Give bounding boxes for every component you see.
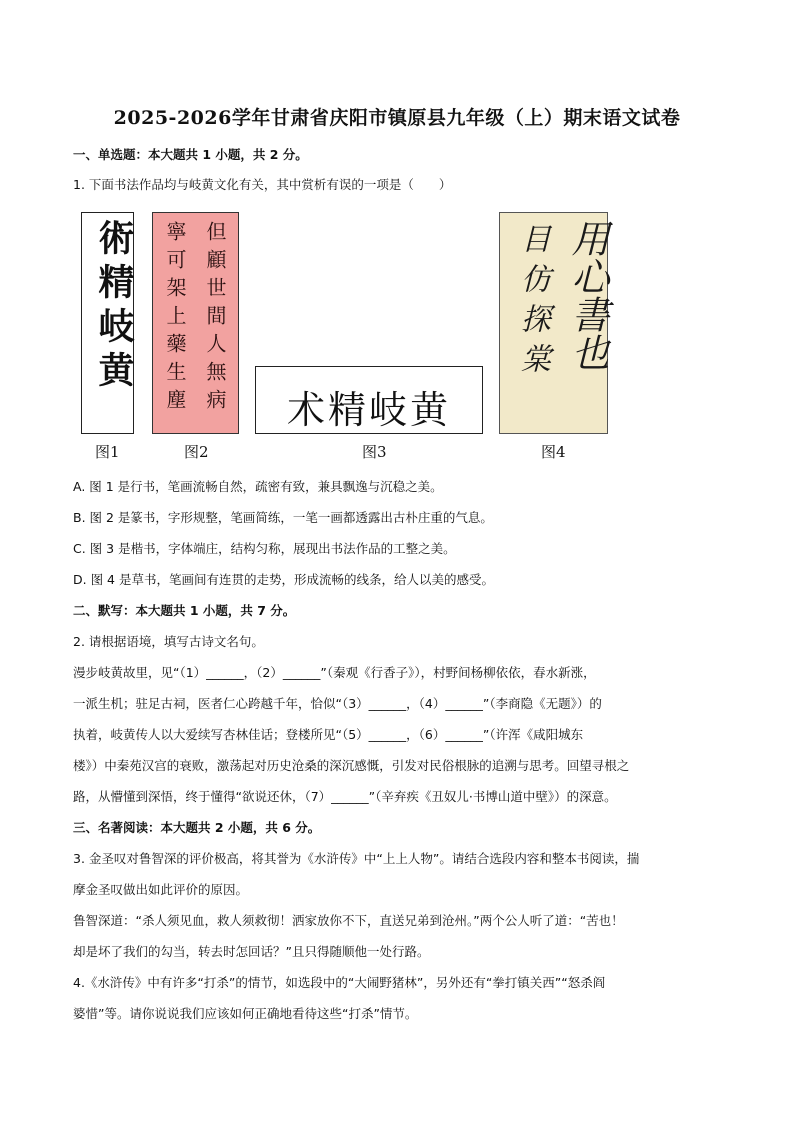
q1-option-c: C. 图 3 是楷书，字体端庄，结构匀称，展现出书法作品的工整之美。: [73, 541, 456, 556]
calligraphy-figure-2: [152, 212, 239, 434]
q2-passage-line: 楼》）中秦苑汉宫的衰败，激荡起对历史沧桑的深沉感慨，引发对民俗根脉的追溯与思考。回望寻根之: [73, 758, 630, 773]
figure-1-text: 術精岐黄: [93, 219, 135, 395]
figure-2-right-column: 但顧世間人無病: [203, 221, 227, 417]
q2-passage-line: 执着，岐黄传人以大爱续写杏林佳话；登楼所见“（5）______，（6）______”（许浑《咸阳城东: [73, 727, 584, 742]
section-heading-2: 二、默写：本大题共 1 小题，共 7 分。: [73, 603, 296, 618]
figure-4-left-column: 目仿探棠: [515, 223, 550, 383]
exam-title: 2025-2026学年甘肃省庆阳市镇原县九年级（上）期末语文试卷: [113, 107, 681, 129]
figure-4-right-column: 用心書也: [565, 219, 609, 371]
figure-1-caption: 图1: [95, 443, 120, 461]
q3-line: 3. 金圣叹对鲁智深的评价极高，将其誉为《水浒传》中“上上人物”。请结合选段内容和整本书阅读，揣: [73, 851, 640, 866]
q3-line: 鲁智深道：“杀人须见血，救人须救彻！洒家放你不下，直送兄弟到沧州。”两个公人听了道：“苦也！: [73, 913, 624, 928]
q2-passage-line: 漫步岐黄故里，见“（1）______，（2）______”（秦观《行香子》），村野间杨柳依依，春水新涨，: [73, 665, 596, 680]
q3-line: 却是坏了我们的勾当，转去时怎回话？”且只得随顺他一处行路。: [73, 944, 430, 959]
question-1-stem: 1. 下面书法作品均与岐黄文化有关，其中赏析有误的一项是（ ）: [73, 177, 452, 192]
figure-3-text: 术精岐黄: [286, 388, 451, 432]
q1-option-b: B. 图 2 是篆书，字形规整，笔画简练，一笔一画都透露出古朴庄重的气息。: [73, 510, 493, 525]
q1-option-d: D. 图 4 是草书，笔画间有连贯的走势，形成流畅的线条，给人以美的感受。: [73, 572, 494, 587]
q1-option-a: A. 图 1 是行书，笔画流畅自然，疏密有致，兼具飘逸与沉稳之美。: [73, 479, 443, 494]
figure-2-caption: 图2: [184, 443, 209, 461]
calligraphy-figure-4: [499, 212, 608, 434]
section-heading-1: 一、单选题：本大题共 1 小题，共 2 分。: [73, 147, 308, 162]
q2-passage-line: 路，从懵懂到深悟，终于懂得“欲说还休，（7）______”（辛弃疾《丑奴儿·书博山道中壁》）的深意。: [73, 789, 617, 804]
section-heading-3: 三、名著阅读：本大题共 2 小题，共 6 分。: [73, 820, 321, 835]
question-2-stem: 2. 请根据语境，填写古诗文名句。: [73, 634, 264, 649]
q3-line: 摩金圣叹做出如此评价的原因。: [73, 882, 249, 897]
calligraphy-figure-3: [255, 366, 483, 434]
figure-4-caption: 图4: [541, 443, 566, 461]
q4-line: 婆惜”等。请你说说我们应该如何正确地看待这些“打杀”情节。: [73, 1006, 418, 1021]
q2-passage-line: 一派生机；驻足古祠，医者仁心跨越千年，恰似“（3）______，（4）______”（李商隐《无题》）的: [73, 696, 602, 711]
calligraphy-figure-1: [81, 212, 134, 434]
q4-line: 4.《水浒传》中有许多“打杀”的情节，如选段中的“大闹野猪林”，另外还有“拳打镇关西”“怒杀阎: [73, 975, 606, 990]
figure-3-caption: 图3: [362, 443, 387, 461]
figure-2-left-column: 寧可架上藥生塵: [163, 221, 187, 417]
